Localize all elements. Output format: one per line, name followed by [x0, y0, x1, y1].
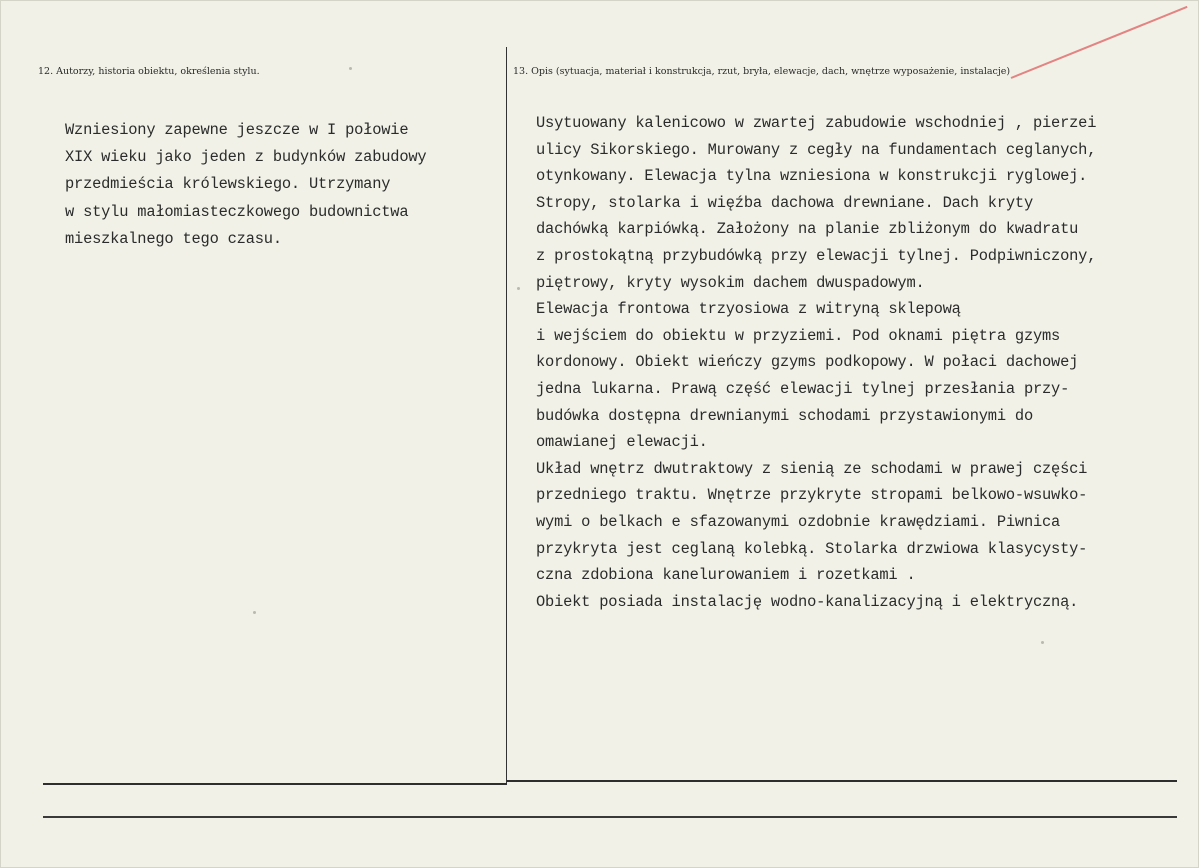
- text-line: przykryta jest ceglaną kolebką. Stolarka drzwiowa klasycysty-: [536, 539, 1088, 558]
- text-line: wymi o belkach e sfazowanymi ozdobnie krawędziami. Piwnica: [536, 512, 1061, 531]
- paper-speck: [253, 611, 256, 614]
- text-line: Usytuowany kalenicowo w zwartej zabudowie wschodniej , pierzei: [536, 114, 1097, 132]
- text-line: dachówką karpiówką. Założony na planie zbliżonym do kwadratu: [536, 220, 1079, 239]
- text-line: w stylu małomiasteczkowego budownictwa: [65, 202, 409, 221]
- text-line: XIX wieku jako jeden z budynków zabudowy: [65, 148, 427, 167]
- section-12-text: [65, 117, 426, 253]
- text-line: Układ wnętrz dwutraktowy z sienią ze schodami w prawej części: [536, 459, 1088, 478]
- text-line: i wejściem do obiektu w przyziemi. Pod oknami piętra gzyms: [536, 326, 1061, 345]
- text-line: Wzniesiony zapewne jeszcze w I połowie: [65, 121, 409, 139]
- text-line: budówka dostępna drewnianymi schodami przystawionymi do: [536, 406, 1033, 425]
- left-bottom-rule: [43, 783, 507, 785]
- text-line: Obiekt posiada instalację wodno-kanalizacyjną i elektryczną.: [536, 592, 1079, 611]
- text-line: czna zdobiona kanelurowaniem i rozetkami .: [536, 566, 916, 585]
- text-line: ulicy Sikorskiego. Murowany z cegły na fundamentach ceglanych,: [536, 140, 1097, 159]
- text-line: kordonowy. Obiekt wieńczy gzyms podkopowy. W połaci dachowej: [536, 353, 1079, 372]
- text-line: omawianej elewacji.: [536, 433, 708, 452]
- text-line: Stropy, stolarka i więźba dachowa drewniane. Dach kryty: [536, 193, 1033, 212]
- paper-speck: [1041, 641, 1044, 644]
- text-line: piętrowy, kryty wysokim dachem dwuspadowym.: [536, 273, 925, 292]
- text-line: przedniego traktu. Wnętrze przykryte stropami belkowo-wsuwko-: [536, 486, 1088, 505]
- text-line: Elewacja frontowa trzyosiowa z witryną sklepową: [536, 300, 961, 319]
- text-line: otynkowany. Elewacja tylna wzniesiona w konstrukcji ryglowej.: [536, 167, 1088, 186]
- section-12-header: 12. Autorzy, historia obiektu, określenia stylu.: [38, 66, 260, 77]
- text-line: mieszkalnego tego czasu.: [65, 229, 282, 248]
- column-divider: [506, 47, 507, 783]
- section-13-text: [536, 110, 1096, 615]
- text-line: przedmieścia królewskiego. Utrzymany: [65, 175, 391, 194]
- card-bottom-rule: [43, 816, 1177, 818]
- section-13-header: 13. Opis (sytuacja, materiał i konstrukcja, rzut, bryła, elewacje, dach, wnętrze wyposażenie, instalacje): [513, 66, 1011, 77]
- paper-speck: [517, 287, 520, 290]
- text-line: z prostokątną przybudówką przy elewacji tylnej. Podpiwniczony,: [536, 246, 1097, 265]
- right-bottom-rule: [507, 780, 1177, 782]
- paper-speck: [349, 67, 352, 70]
- red-pencil-mark: [1011, 6, 1188, 79]
- text-line: jedna lukarna. Prawą część elewacji tylnej przesłania przy-: [536, 379, 1070, 398]
